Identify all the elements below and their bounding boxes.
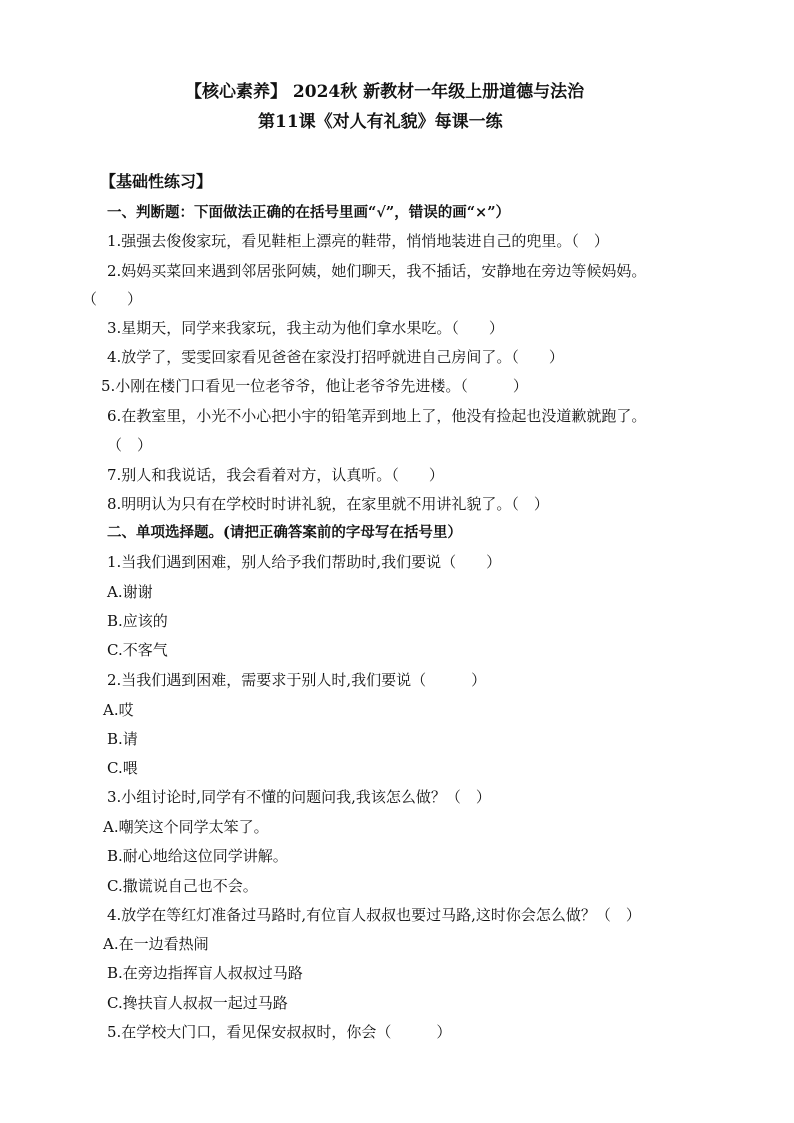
q4-option-a: A.在一边看热闹 — [103, 935, 209, 953]
q4-option-c: C.搀扶盲人叔叔一起过马路 — [107, 994, 288, 1012]
page-title-line1: 【核心素养】 2024秋 新教材一年级上册道德与法治 — [185, 82, 585, 102]
section-basic-heading: 【基础性练习】 — [100, 172, 213, 191]
part1-item-6: 6.在教室里，小光不小心把小宇的铅笔弄到地上了，他没有捡起也没道歉就跑了。 — [107, 407, 647, 425]
q3-stem: 3.小组讨论时,同学有不懂的问题问我,我该怎么做？（ ） — [107, 788, 491, 806]
q1-stem: 1.当我们遇到困难，别人给予我们帮助时,我们要说（ ） — [107, 553, 502, 571]
part1-item-3: 3.星期天，同学来我家玩，我主动为他们拿水果吃。（ ） — [107, 319, 504, 337]
q1-option-b: B.应该的 — [107, 612, 168, 630]
q4-stem: 4.放学在等红灯准备过马路时,有位盲人叔叔也要过马路,这时你会怎么做？（ ） — [107, 906, 641, 924]
q2-stem: 2.当我们遇到困难，需要求于别人时,我们要说（ ） — [107, 671, 487, 689]
q2-option-b: B.请 — [107, 730, 138, 748]
part1-item-7: 7.别人和我说话，我会看着对方，认真听。（ ） — [107, 466, 444, 484]
part1-item-8: 8.明明认为只有在学校时时讲礼貌，在家里就不用讲礼貌了。（ ） — [107, 495, 549, 513]
part2-heading: 二、单项选择题。(请把正确答案前的字母写在括号里） — [107, 524, 462, 541]
part1-item-1: 1.强强去俊俊家玩，看见鞋柜上漂亮的鞋带，悄悄地装进自己的兜里。（ ） — [107, 232, 609, 250]
part1-item-2: 2.妈妈买菜回来遇到邻居张阿姨，她们聊天，我不插话，安静地在旁边等候妈妈。 — [107, 262, 647, 280]
part1-item-2-bracket: （ ） — [82, 290, 143, 308]
part1-item-4: 4.放学了，雯雯回家看见爸爸在家没打招呼就进自己房间了。（ ） — [107, 348, 564, 366]
q4-option-b: B.在旁边指挥盲人叔叔过马路 — [107, 964, 303, 982]
part1-item-5: 5.小刚在楼门口看见一位老爷爷，他让老爷爷先进楼。（ ） — [101, 377, 528, 395]
q1-option-c: C.不客气 — [107, 641, 168, 659]
q3-option-b: B.耐心地给这位同学讲解。 — [107, 847, 288, 865]
part1-item-6-bracket: （ ） — [107, 436, 153, 454]
part1-heading: 一、判断题：下面做法正确的在括号里画“√”，错误的画“×”） — [107, 204, 511, 221]
q2-option-c: C.喂 — [107, 759, 138, 777]
q5-stem: 5.在学校大门口，看见保安叔叔时，你会（ ） — [107, 1023, 452, 1041]
q1-option-a: A.谢谢 — [107, 583, 153, 601]
q2-option-a: A.哎 — [103, 701, 134, 719]
q3-option-c: C.撒谎说自己也不会。 — [107, 877, 258, 895]
page-title-line2: 第11课《对人有礼貌》每课一练 — [258, 112, 503, 132]
q3-option-a: A.嘲笑这个同学太笨了。 — [103, 818, 269, 836]
